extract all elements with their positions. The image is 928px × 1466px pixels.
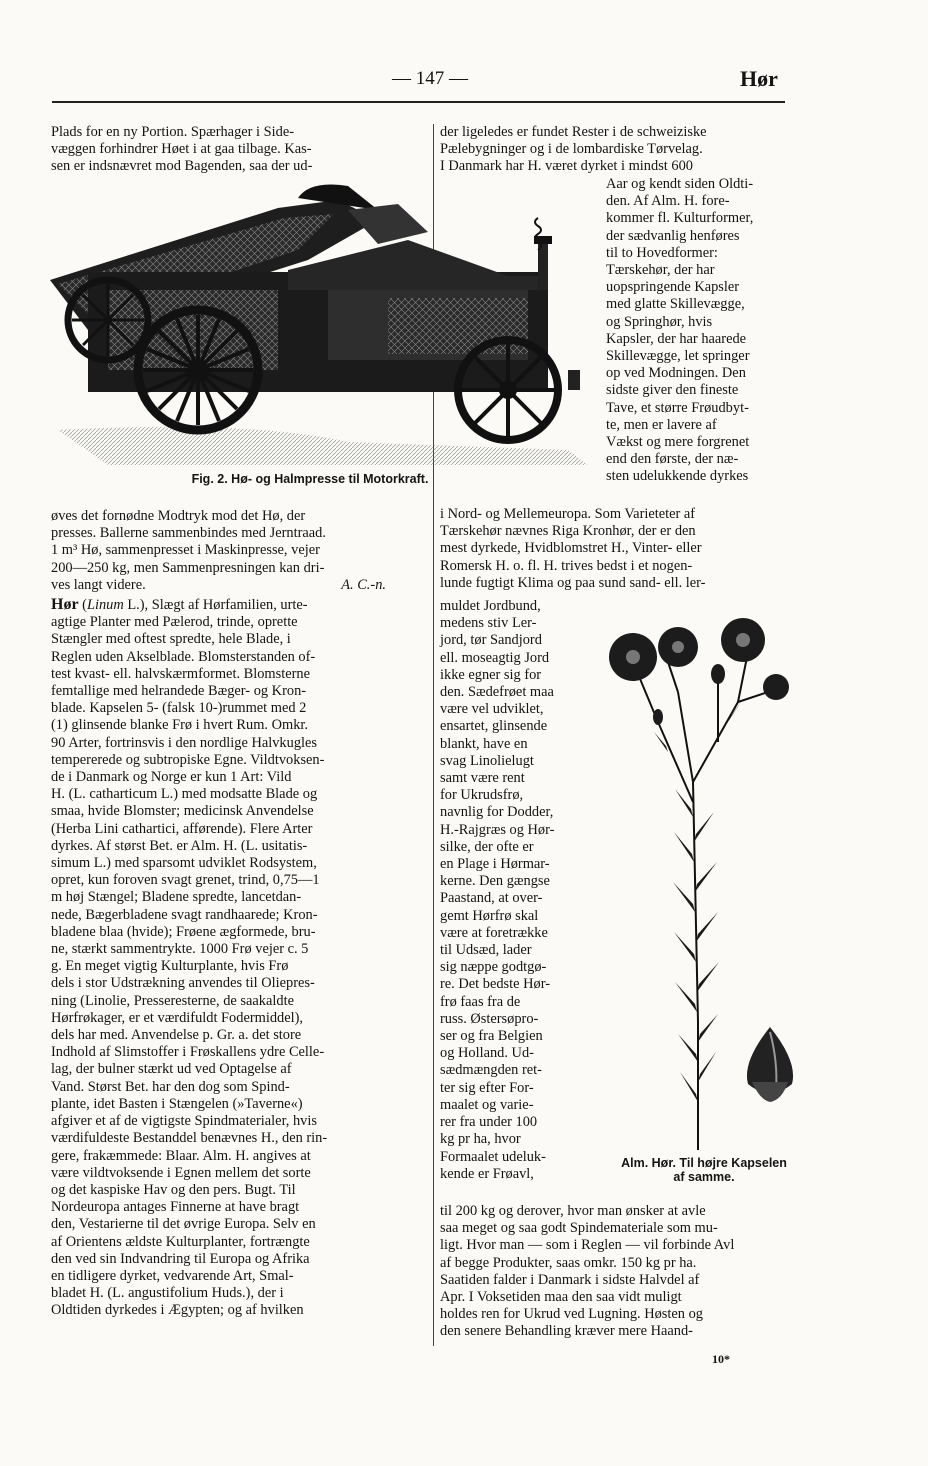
text-line: den ved sin Indvandring til Europa og Afrika bbox=[51, 1250, 310, 1267]
text-line: (1) glinsende blanke Frø i hvert Rum. Omkr. bbox=[51, 717, 308, 734]
text-line: test kvast- ell. halvskærmformet. Blomsterne bbox=[51, 665, 310, 682]
left-body-text bbox=[51, 596, 426, 1320]
text-line: sidste giver den fineste bbox=[606, 382, 739, 399]
text-line: øves det fornødne Modtryk mod det Hø, der bbox=[51, 508, 306, 524]
text-line: til Udsæd, lader bbox=[440, 942, 532, 959]
text-line: ne, stærkt sammentrykte. 1000 Frø vejer c. 5 bbox=[51, 941, 309, 958]
text-line: te, men er lavere af bbox=[606, 416, 717, 433]
caption-line: Alm. Hør. Til højre Kapselen bbox=[621, 1156, 787, 1170]
text-line: muldet Jordbund, bbox=[440, 598, 541, 614]
text-line: ning (Linolie, Presseresterne, de saakaldte bbox=[51, 992, 294, 1009]
text-line: sten udelukkende dyrkes bbox=[606, 468, 749, 485]
text-line: maalet og varie- bbox=[440, 1096, 534, 1113]
text-line: dels i stor Udstrækning anvendes til Oliepres- bbox=[51, 975, 315, 992]
text-line: 90 Arter, fortrinsvis i den nordlige Halvkugles bbox=[51, 734, 318, 751]
text-line: ter sig efter For- bbox=[440, 1079, 534, 1096]
text-line: Aar og kendt siden Oldti- bbox=[606, 176, 754, 192]
text-line: den. Af Alm. H. fore- bbox=[606, 193, 730, 210]
text-line: være vel udviklet, bbox=[440, 701, 544, 718]
entry-headword: Hør bbox=[51, 596, 79, 613]
text-line: afgiver et af de vigtigste Spindmaterialer, hvis bbox=[51, 1113, 317, 1130]
text-line: der ligeledes er fundet Rester i de schweiziske bbox=[440, 124, 707, 140]
text-line: nede, Bægerbladene svagt randhaarede; Kron- bbox=[51, 906, 318, 923]
text-line: dyrkes. Af størst Bet. er Alm. H. (L. usitatis- bbox=[51, 837, 308, 854]
right-full-text bbox=[440, 506, 806, 592]
text-line: til 200 kg og derover, hvor man ønsker at avle bbox=[440, 1203, 706, 1219]
text-line: Apr. I Voksetiden maa den saa vidt muligt bbox=[440, 1289, 682, 1306]
right-narrow-text bbox=[606, 176, 806, 486]
text-line: I Danmark har H. været dyrket i mindst 600 bbox=[440, 158, 693, 175]
text-line: rer fra under 100 bbox=[440, 1114, 538, 1131]
text-line: smaa, hvide Blomster; medicinsk Anvendelse bbox=[51, 803, 314, 820]
text-line: jord, tør Sandjord bbox=[440, 632, 542, 649]
text-line: Romersk H. o. fl. H. trives bedst i et nogen- bbox=[440, 557, 693, 574]
text-line: silke, der ofte er bbox=[440, 838, 534, 855]
author-signature: A. C.-n. bbox=[341, 576, 386, 593]
text-line: ligt. Hvor man — som i Reglen — vil forbinde Avl bbox=[440, 1237, 735, 1254]
left-body-lines bbox=[51, 614, 426, 1319]
text-line: kende er Frøavl, bbox=[440, 1165, 534, 1182]
text-line: (Herba Lini cathartici, afførende). Flere Arter bbox=[51, 820, 313, 837]
header-rule bbox=[52, 101, 785, 103]
text-line: Tærskehør nævnes Riga Kronhør, der er den bbox=[440, 523, 696, 540]
text-line: Vand. Størst Bet. har den dog som Spind- bbox=[51, 1078, 290, 1095]
text-line: sædmængden ret- bbox=[440, 1062, 542, 1079]
text-line: Nordeuropa antages Finnerne at have bragt bbox=[51, 1199, 300, 1216]
text-line: svag Linolielugt bbox=[440, 752, 534, 769]
text-line: til to Hovedformer: bbox=[606, 244, 718, 261]
text-line: lag, der bulner stærkt ud ved Optagelse af bbox=[51, 1061, 292, 1078]
text-line: mest dyrkede, Hvidblomstret H., Vinter- eller bbox=[440, 540, 702, 557]
text-line: plante, idet Basten i Stængelen (»Taverne«) bbox=[51, 1095, 303, 1112]
text-line: frø faas fra de bbox=[440, 993, 521, 1010]
sheet-signature: 10* bbox=[712, 1352, 730, 1366]
text-line: presses. Ballerne sammenbindes med Jerntraad. bbox=[51, 525, 326, 542]
left-mid-text bbox=[51, 508, 426, 594]
text-line: den. Sædefrøet maa bbox=[440, 684, 554, 701]
text-line: af Orientens ældste Kulturplanter, fortrængte bbox=[51, 1233, 310, 1250]
text-line: 1 m³ Hø, sammenpresset i Maskinpresse, vejer bbox=[51, 542, 320, 559]
entry-first-line-rest: L.), Slægt af Hørfamilien, urte- bbox=[123, 597, 308, 613]
text-line: de i Danmark og Norge er kun 1 Art: Vild bbox=[51, 769, 292, 786]
text-line: bladene blaa (hvide); Frøene ægformede, bru- bbox=[51, 923, 316, 940]
text-line: kerne. Den gængse bbox=[440, 873, 550, 890]
text-line: sig næppe godtgø- bbox=[440, 959, 547, 976]
text-line: en Plage i Hørmar- bbox=[440, 856, 550, 873]
text-line: H.-Rajgræs og Hør- bbox=[440, 821, 555, 838]
text-line-part: ves langt videre. bbox=[51, 576, 146, 593]
text-line: simum L.) med sparsomt udviklet Rodsystem, bbox=[51, 855, 317, 872]
text-line: Formaalet udeluk- bbox=[440, 1148, 546, 1165]
fig2-caption: Fig. 2. Hø- og Halmpresse til Motorkraft. bbox=[191, 472, 429, 486]
text-line: re. Det bedste Hør- bbox=[440, 976, 550, 993]
text-line: op ved Modningen. Den bbox=[606, 365, 746, 382]
text-line: 200—250 kg, men Sammenpresningen kan dri- bbox=[51, 559, 325, 576]
flax-plant-illustration bbox=[598, 602, 808, 1152]
text-line: Plads for en ny Portion. Spærhager i Side- bbox=[51, 124, 295, 140]
text-line: være vildtvoksende i Egnen mellem det sorte bbox=[51, 1164, 311, 1181]
text-line: lunde fugtigt Klima og paa sund sand- ell. ler- bbox=[440, 574, 706, 591]
text-line: ensartet, glinsende bbox=[440, 718, 548, 735]
text-line: H. (L. catharticum L.) med modsatte Blade og bbox=[51, 786, 318, 803]
text-line: Kapsler, der har haarede bbox=[606, 330, 747, 347]
text-line: Reglen uden Akselblade. Blomsterstanden of- bbox=[51, 648, 316, 665]
text-line: femtallige med helrandede Bæger- og Kron- bbox=[51, 683, 307, 700]
text-line: navnlig for Dodder, bbox=[440, 804, 554, 821]
text-line: den, Vestarierne til det øvrige Europa. Selv en bbox=[51, 1216, 316, 1233]
page-number: — 147 — bbox=[392, 68, 468, 89]
text-line: blankt, have en bbox=[440, 735, 528, 752]
text-line: Oldtiden dyrkedes i Ægypten; og af hvilken bbox=[51, 1302, 304, 1319]
text-line: ell. moseagtig Jord bbox=[440, 649, 550, 666]
text-line: samt være rent bbox=[440, 770, 525, 787]
text-line: end den første, der næ- bbox=[606, 451, 739, 468]
text-line: bladet H. (L. angustifolium Huds.), der i bbox=[51, 1285, 284, 1302]
running-headword: Hør bbox=[740, 66, 778, 91]
left-top-text bbox=[51, 124, 426, 176]
text-line: Tave, et større Frøudbyt- bbox=[606, 399, 749, 416]
text-line: saa meget og saa godt Spindemateriale som mu- bbox=[440, 1220, 718, 1237]
text-line: Tærskehør, der har bbox=[606, 262, 715, 279]
text-line: der sædvanlig henføres bbox=[606, 227, 740, 244]
text-line: ikke egner sig for bbox=[440, 666, 542, 683]
text-line: kommer fl. Kulturformer, bbox=[606, 210, 754, 227]
text-line: og det kaspiske Hav og den pers. Bugt. Til bbox=[51, 1181, 296, 1198]
text-line: gere, frakæmmede: Blaar. Alm. H. angives at bbox=[51, 1147, 311, 1164]
text-line: ser og fra Belgien bbox=[440, 1028, 543, 1045]
text-line: sen er indsnævret mod Bagenden, saa der ud- bbox=[51, 158, 313, 175]
right-top-text bbox=[440, 124, 806, 176]
entry-first-line: Hør (Linum L.), Slægt af Hørfamilien, urte- bbox=[51, 596, 308, 613]
right-body-text bbox=[440, 598, 592, 1183]
flax-caption bbox=[592, 1156, 816, 1184]
text-line: af begge Produkter, saas omkr. 150 kg pr ha. bbox=[440, 1254, 697, 1271]
text-line: væggen forhindrer Høet i at gaa tilbage. Kas- bbox=[51, 141, 312, 158]
text-line: kg pr ha, hvor bbox=[440, 1131, 521, 1148]
text-line: Paastand, at over- bbox=[440, 890, 543, 907]
text-line: m høj Stængel; Bladene spredte, lancetdan- bbox=[51, 889, 302, 906]
text-line: en tidligere dyrket, vedvarende Art, Smal- bbox=[51, 1267, 294, 1284]
text-line: Vækst og mere forgrenet bbox=[606, 434, 750, 451]
text-line: og Holland. Ud- bbox=[440, 1045, 534, 1062]
text-line: Hørfrøkager, er et værdifuldt Fodermiddel), bbox=[51, 1009, 303, 1026]
text-line bbox=[51, 577, 426, 594]
text-line: Indhold af Slimstoffer i Frøskallens ydre Celle- bbox=[51, 1044, 325, 1061]
text-line: gemt Hørfrø skal bbox=[440, 907, 539, 924]
text-line: med glatte Skillevægge, bbox=[606, 296, 745, 313]
text-line: være at foretrække bbox=[440, 924, 548, 941]
text-line: russ. Østersøpro- bbox=[440, 1010, 539, 1027]
text-line: og Springhør, hvis bbox=[606, 313, 713, 330]
text-line: Pælebygninger og i de lombardiske Tørvelag. bbox=[440, 141, 703, 158]
text-line: Saatiden falder i Danmark i sidste Halvdel af bbox=[440, 1271, 700, 1288]
text-line: for Ukrudsfrø, bbox=[440, 787, 524, 804]
text-line: g. En meget vigtig Kulturplante, hvis Frø bbox=[51, 958, 289, 975]
text-line: uopspringende Kapsler bbox=[606, 279, 740, 296]
text-line: den senere Behandling kræver mere Haand- bbox=[440, 1323, 693, 1340]
hay-press-illustration bbox=[48, 180, 600, 470]
caption-line: af samme. bbox=[673, 1170, 735, 1184]
text-line: værdifuldeste Bestanddel benævnes H., den rin- bbox=[51, 1130, 328, 1147]
text-line: opret, kun foroven svagt grenet, trind, 0,75—1 bbox=[51, 872, 320, 889]
entry-latin: Linum bbox=[86, 597, 124, 613]
text-line: medens stiv Ler- bbox=[440, 615, 537, 632]
text-line: Skillevægge, let springer bbox=[606, 348, 750, 365]
text-line: blade. Kapselen 5- (falsk 10-)rummet med 2 bbox=[51, 700, 307, 717]
right-bottom-text bbox=[440, 1203, 806, 1341]
text-line: Stængler med oftest spredte, hele Blade, i bbox=[51, 631, 291, 648]
text-line: i Nord- og Mellemeuropa. Som Varieteter af bbox=[440, 506, 696, 522]
text-line: tempererede og subtropiske Egne. Vildtvoksen- bbox=[51, 751, 325, 768]
text-line: holdes ren for Ukrud ved Lugning. Høsten og bbox=[440, 1306, 703, 1323]
text-line: agtige Planter med Pælerod, trinde, oprette bbox=[51, 614, 298, 631]
text-line: dels har med. Anvendelse p. Gr. a. det store bbox=[51, 1027, 302, 1044]
